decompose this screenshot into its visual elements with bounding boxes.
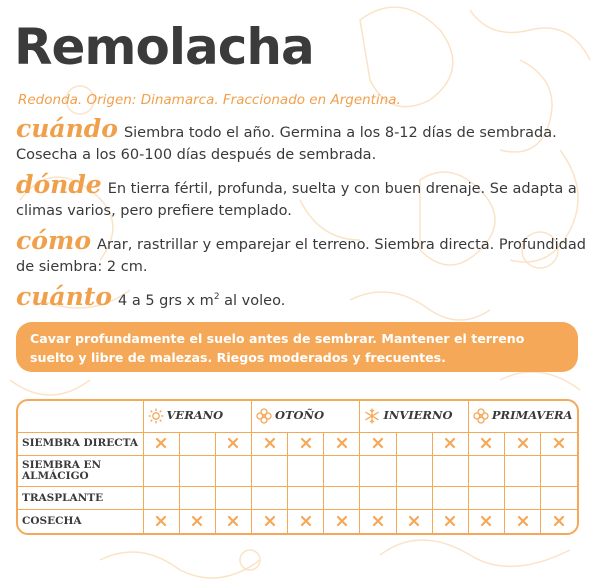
calendar-cell bbox=[505, 432, 541, 455]
x-mark-icon bbox=[553, 434, 565, 446]
calendar-cell bbox=[541, 432, 577, 455]
calendar-header-row bbox=[18, 401, 577, 432]
calendar-cell bbox=[432, 487, 468, 510]
calendar-cell bbox=[360, 510, 396, 533]
calendar-row-label: COSECHA bbox=[18, 510, 143, 533]
section-keyword: cuándo bbox=[16, 114, 118, 143]
calendar-cell bbox=[432, 510, 468, 533]
season-label: INVIERNO bbox=[383, 408, 453, 423]
calendar-cell bbox=[215, 432, 251, 455]
section-text: Siembra todo el año. Germina a los 8-12 días de sembrada. Cosecha a los 60-100 días después de sembrada. bbox=[16, 125, 557, 163]
flower-icon bbox=[473, 408, 492, 422]
x-mark-icon bbox=[444, 512, 456, 524]
x-mark-icon bbox=[517, 512, 529, 524]
x-mark-icon bbox=[227, 512, 239, 524]
calendar-cell bbox=[251, 487, 287, 510]
calendar-row bbox=[18, 455, 577, 486]
x-mark-icon bbox=[155, 512, 167, 524]
flower-icon bbox=[256, 408, 275, 422]
page-title: Remolacha bbox=[14, 18, 314, 76]
calendar-row-label: TRASPLANTE bbox=[18, 487, 143, 510]
calendar-cell bbox=[324, 455, 360, 486]
season-label: PRIMAVERA bbox=[491, 408, 573, 423]
calendar-row bbox=[18, 432, 577, 455]
section-text: En tierra fértil, profunda, suelta y con buen drenaje. Se adapta a climas varios, pero prefiere templado. bbox=[16, 181, 577, 219]
calendar-cell bbox=[251, 455, 287, 486]
variety-subtitle: Redonda. Origen: Dinamarca. Fraccionado en Argentina. bbox=[18, 92, 401, 108]
calendar-cell bbox=[288, 455, 324, 486]
section-text: Arar, rastrillar y emparejar el terreno. Siembra directa. Profundidad de siembra: 2 cm. bbox=[16, 237, 586, 275]
calendar-cell bbox=[215, 510, 251, 533]
calendar-cell bbox=[179, 487, 215, 510]
calendar-cell bbox=[541, 510, 577, 533]
section-cuanto bbox=[16, 282, 586, 312]
x-mark-icon bbox=[264, 512, 276, 524]
calendar-row-label: SIEMBRA EN ALMÁCIGO bbox=[18, 455, 143, 486]
tip-banner: Cavar profundamente el suelo antes de sembrar. Mantener el terreno suelto y libre de malezas. Riegos moderados y frecuentes. bbox=[16, 322, 578, 372]
calendar-cell bbox=[468, 487, 504, 510]
section-text: 4 a 5 grs x $m^2$ al voleo. bbox=[118, 292, 286, 309]
x-mark-icon bbox=[517, 434, 529, 446]
calendar-cell bbox=[396, 510, 432, 533]
calendar-cell bbox=[251, 510, 287, 533]
calendar-cell bbox=[215, 455, 251, 486]
sun-icon bbox=[148, 408, 167, 422]
calendar-cell bbox=[324, 432, 360, 455]
section-donde bbox=[16, 170, 586, 222]
season-header-0 bbox=[143, 401, 251, 432]
calendar-cell bbox=[143, 455, 179, 486]
x-mark-icon bbox=[336, 512, 348, 524]
section-keyword: cuánto bbox=[16, 282, 112, 311]
x-mark-icon bbox=[444, 434, 456, 446]
x-mark-icon bbox=[408, 512, 420, 524]
calendar-row bbox=[18, 510, 577, 533]
calendar-cell bbox=[143, 432, 179, 455]
calendar-cell bbox=[179, 455, 215, 486]
calendar-cell bbox=[541, 455, 577, 486]
calendar-cell bbox=[288, 487, 324, 510]
x-mark-icon bbox=[372, 512, 384, 524]
calendar-cell bbox=[396, 432, 432, 455]
calendar-cell bbox=[143, 487, 179, 510]
calendar-cell bbox=[215, 487, 251, 510]
calendar-cell bbox=[251, 432, 287, 455]
calendar-cell bbox=[360, 455, 396, 486]
calendar-row-label: SIEMBRA DIRECTA bbox=[18, 432, 143, 455]
calendar-cell bbox=[505, 487, 541, 510]
calendar-cell bbox=[432, 432, 468, 455]
x-mark-icon bbox=[155, 434, 167, 446]
x-mark-icon bbox=[480, 434, 492, 446]
season-header-1 bbox=[251, 401, 359, 432]
calendar-cell bbox=[505, 455, 541, 486]
x-mark-icon bbox=[300, 434, 312, 446]
calendar-cell bbox=[179, 432, 215, 455]
calendar-cell bbox=[143, 510, 179, 533]
x-mark-icon bbox=[372, 434, 384, 446]
calendar-cell bbox=[324, 510, 360, 533]
season-header-2 bbox=[360, 401, 468, 432]
x-mark-icon bbox=[264, 434, 276, 446]
calendar-corner bbox=[18, 401, 143, 432]
calendar-cell bbox=[468, 455, 504, 486]
season-header-3 bbox=[468, 401, 577, 432]
calendar-cell bbox=[288, 510, 324, 533]
x-mark-icon bbox=[227, 434, 239, 446]
calendar-row bbox=[18, 487, 577, 510]
snowflake-icon bbox=[364, 408, 383, 422]
x-mark-icon bbox=[553, 512, 565, 524]
calendar-cell bbox=[179, 510, 215, 533]
season-label: OTOÑO bbox=[274, 408, 325, 423]
x-mark-icon bbox=[191, 512, 203, 524]
section-keyword: cómo bbox=[16, 226, 92, 255]
calendar-cell bbox=[360, 487, 396, 510]
calendar-cell bbox=[324, 487, 360, 510]
section-como bbox=[16, 226, 586, 278]
x-mark-icon bbox=[336, 434, 348, 446]
section-cuando bbox=[16, 114, 586, 166]
calendar-cell bbox=[360, 432, 396, 455]
calendar-cell bbox=[468, 510, 504, 533]
season-label: VERANO bbox=[166, 408, 224, 423]
calendar-cell bbox=[505, 510, 541, 533]
x-mark-icon bbox=[300, 512, 312, 524]
calendar-cell bbox=[396, 455, 432, 486]
calendar-cell bbox=[541, 487, 577, 510]
section-keyword: dónde bbox=[16, 170, 102, 199]
planting-calendar bbox=[16, 399, 579, 535]
x-mark-icon bbox=[480, 512, 492, 524]
calendar-cell bbox=[432, 455, 468, 486]
calendar-cell bbox=[468, 432, 504, 455]
calendar-cell bbox=[288, 432, 324, 455]
calendar-cell bbox=[396, 487, 432, 510]
